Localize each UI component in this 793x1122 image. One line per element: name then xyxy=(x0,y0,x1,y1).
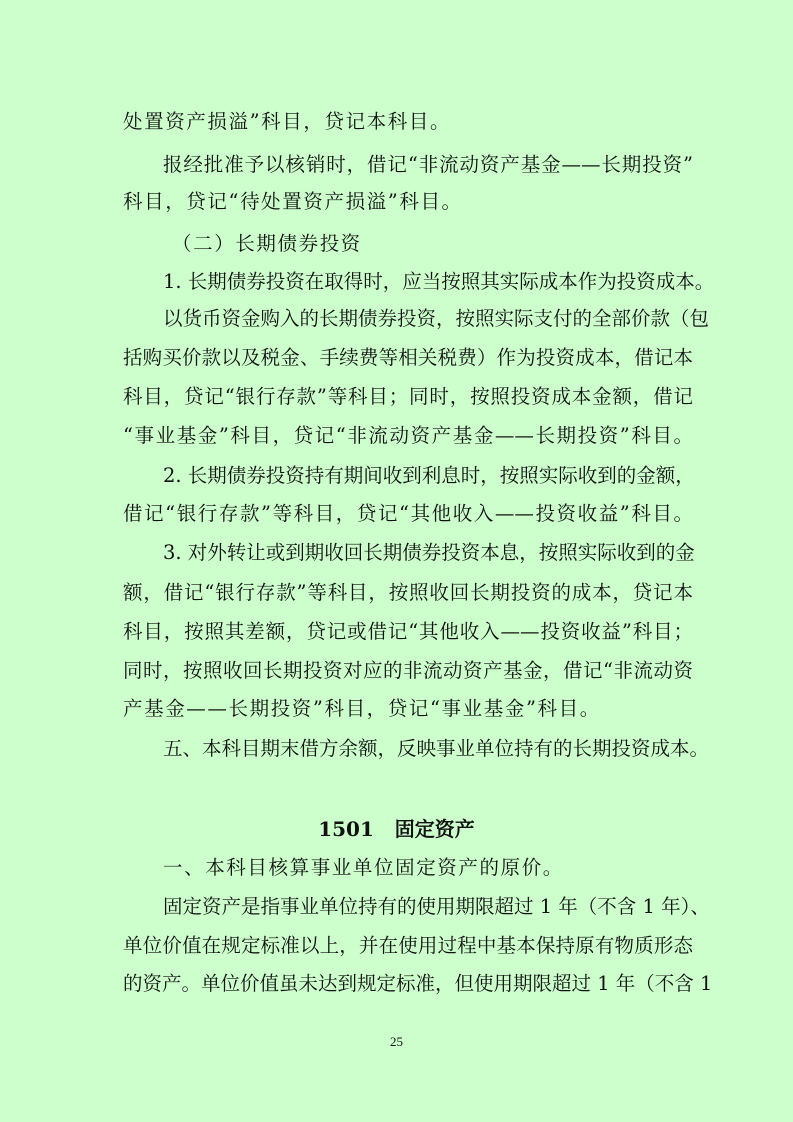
paragraph-line: 一、本科目核算事业单位固定资产的原价。 xyxy=(163,856,564,879)
paragraph-line: 3. 对外转让或到期收回长期债券投资本息，按照实际收到的金 xyxy=(163,541,695,564)
paragraph-line: 科目，按照其差额，贷记或借记“其他收入——投资收益”科目； xyxy=(123,620,693,643)
paragraph-line: 括购买价款以及税金、手续费等相关税费）作为投资成本，借记本 xyxy=(123,346,693,369)
section-heading: 1501 固定资产 xyxy=(318,817,475,841)
paragraph-line: 产基金——长期投资”科目，贷记“事业基金”科目。 xyxy=(123,697,601,720)
paragraph-line: 单位价值在规定标准以上，并在使用过程中基本保持原有物质形态 xyxy=(123,934,693,957)
page-number: 25 xyxy=(390,1034,403,1049)
section-subheading: （二）长期债券投资 xyxy=(172,232,362,255)
paragraph-line: 1. 长期债券投资在取得时，应当按照其实际成本作为投资成本。 xyxy=(163,270,715,293)
paragraph-line: 处置资产损溢”科目，贷记本科目。 xyxy=(123,110,452,133)
paragraph-line: 同时，按照收回长期投资对应的非流动资产基金，借记“非流动资 xyxy=(123,659,693,682)
paragraph-line: 借记“银行存款”等科目，贷记“其他收入——投资收益”科目。 xyxy=(123,502,693,525)
paragraph-line: 2. 长期债券投资持有期间收到利息时，按照实际收到的金额， xyxy=(163,464,695,487)
paragraph-line: 以货币资金购入的长期债券投资，按照实际支付的全部价款（包 xyxy=(163,307,710,330)
paragraph-line: 五、本科目期末借方余额，反映事业单位持有的长期投资成本。 xyxy=(163,737,710,760)
paragraph-line: 的资产。单位价值虽未达到规定标准，但使用期限超过 1 年（不含 1 xyxy=(123,972,713,995)
paragraph-line: 科目，贷记“待处置资产损溢”科目。 xyxy=(123,190,463,213)
paragraph-line: 报经批准予以核销时，借记“非流动资产基金——长期投资” xyxy=(163,153,693,176)
paragraph-line: “事业基金”科目，贷记“非流动资产基金——长期投资”科目。 xyxy=(123,424,693,447)
paragraph-line: 科目，贷记“银行存款”等科目；同时，按照投资成本金额，借记 xyxy=(123,385,693,408)
paragraph-line: 固定资产是指事业单位持有的使用期限超过 1 年（不含 1 年）、 xyxy=(163,895,710,918)
paragraph-line: 额，借记“银行存款”等科目，按照收回长期投资的成本，贷记本 xyxy=(123,581,693,604)
